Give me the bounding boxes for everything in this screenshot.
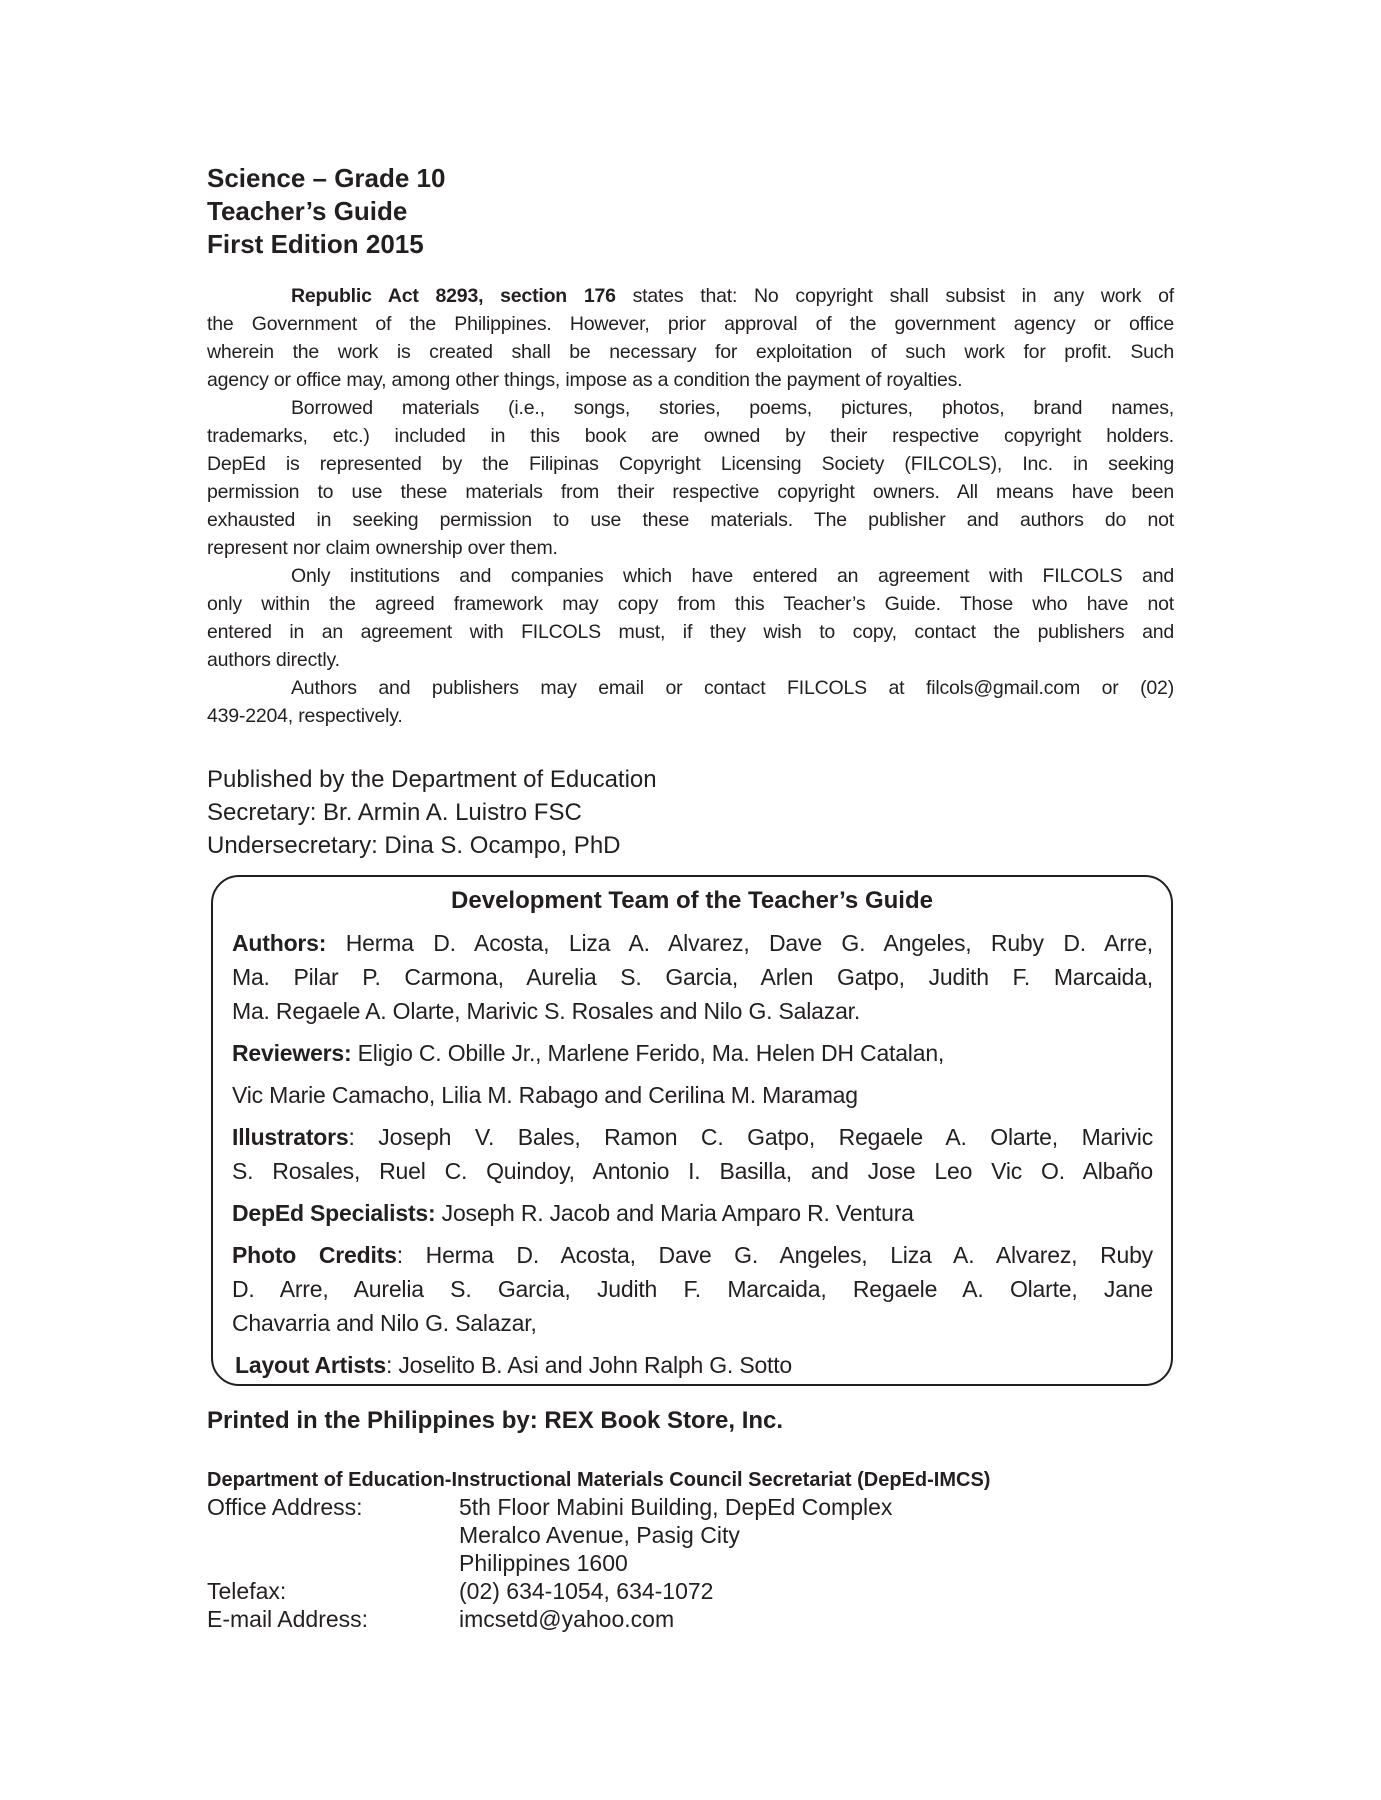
publisher-info bbox=[207, 763, 657, 862]
printer-info: Printed in the Philippines by: REX Book Store, Inc. bbox=[207, 1407, 784, 1434]
legal-line: represent nor claim ownership over them. bbox=[207, 537, 558, 559]
title-line: Teacher’s Guide bbox=[207, 196, 408, 226]
layout-artists-group: Layout Artists: Joselito B. Asi and John Ralph G. Sotto bbox=[235, 1352, 793, 1378]
legal-line: Republic Act 8293, section 176 states that: No copyright shall subsist in any work of bbox=[291, 285, 1174, 307]
reviewers-label: Reviewers: bbox=[232, 1040, 352, 1066]
legal-line: DepEd is represented by the Filipinas Copyright Licensing Society (FILCOLS), Inc. in seeking bbox=[207, 453, 1174, 475]
secretary-line: Secretary: Br. Armin A. Luistro FSC bbox=[207, 799, 582, 826]
illustrators-group: Illustrators: Joseph V. Bales, Ramon C. Gatpo, Regaele A. Olarte, Marivic S. Rosales, Ruel C. Quindoy, Antonio I. Basilla, and Jose Leo Vic O. Albaño bbox=[232, 1120, 1153, 1188]
document-title bbox=[207, 162, 445, 261]
telefax-value: (02) 634-1054, 634-1072 bbox=[459, 1578, 714, 1604]
authors-line: Ma. Regaele A. Olarte, Marivic S. Rosales and Nilo G. Salazar. bbox=[232, 998, 861, 1024]
photo-credits-label: Photo Credits bbox=[232, 1242, 397, 1268]
legal-line: entered in an agreement with FILCOLS must, if they wish to copy, contact the publishers and bbox=[207, 621, 1174, 643]
legal-line: wherein the work is created shall be necessary for exploitation of such work for profit. Such bbox=[207, 341, 1174, 363]
authors-line: Ma. Pilar P. Carmona, Aurelia S. Garcia, Arlen Gatpo, Judith F. Marcaida, bbox=[232, 964, 1153, 990]
photo-credits-line: Chavarria and Nilo G. Salazar, bbox=[232, 1310, 537, 1336]
development-team-box bbox=[211, 875, 1173, 1386]
office-line: Meralco Avenue, Pasig City bbox=[459, 1522, 740, 1548]
specialists-group: DepEd Specialists: Joseph R. Jacob and Maria Amparo R. Ventura bbox=[232, 1200, 914, 1226]
photo-credits-line: D. Arre, Aurelia S. Garcia, Judith F. Marcaida, Regaele A. Olarte, Jane bbox=[232, 1276, 1153, 1302]
legal-line: trademarks, etc.) included in this book are owned by their respective copyright holders. bbox=[207, 425, 1174, 447]
office-line: 5th Floor Mabini Building, DepEd Complex bbox=[459, 1494, 893, 1520]
republic-act-ref: Republic Act 8293, section 176 bbox=[291, 285, 616, 307]
illustrators-label: Illustrators bbox=[232, 1124, 349, 1150]
office-line: Philippines 1600 bbox=[459, 1550, 628, 1576]
office-label: Office Address: bbox=[207, 1494, 363, 1520]
team-title: Development Team of the Teacher’s Guide bbox=[451, 887, 933, 914]
email-label: E-mail Address: bbox=[207, 1606, 369, 1632]
specialists-label: DepEd Specialists: bbox=[232, 1200, 436, 1226]
legal-line: exhausted in seeking permission to use these materials. The publisher and authors do not bbox=[207, 509, 1174, 531]
legal-line: the Government of the Philippines. However, prior approval of the government agency or office bbox=[207, 313, 1174, 335]
reviewers-group: Reviewers: Eligio C. Obille Jr., Marlene Ferido, Ma. Helen DH Catalan, Vic Marie Camacho, Lilia M. Rabago and Cerilina M. Maramag bbox=[232, 1036, 1153, 1112]
legal-line: agency or office may, among other things, impose as a condition the payment of royalties. bbox=[207, 369, 963, 391]
legal-line: permission to use these materials from their respective copyright owners. All means have been bbox=[207, 481, 1174, 503]
imcs-address bbox=[207, 1467, 990, 1633]
reviewers-line: Vic Marie Camacho, Lilia M. Rabago and Cerilina M. Maramag bbox=[232, 1082, 858, 1108]
layout-artists-label: Layout Artists bbox=[235, 1352, 386, 1378]
title-line: First Edition 2015 bbox=[207, 229, 424, 259]
undersecretary-line: Undersecretary: Dina S. Ocampo, PhD bbox=[207, 832, 621, 859]
legal-line: Borrowed materials (i.e., songs, stories, poems, pictures, photos, brand names, bbox=[291, 397, 1174, 419]
telefax-label: Telefax: bbox=[207, 1578, 287, 1604]
legal-line: 439-2204, respectively. bbox=[207, 705, 403, 727]
photo-credits-group: Photo Credits: Herma D. Acosta, Dave G. Angeles, Liza A. Alvarez, Ruby D. Arre, Aurelia S. Garcia, Judith F. Marcaida, Regaele A. Olarte, Jane Chavarria and Nilo G. Salazar, bbox=[232, 1238, 1153, 1340]
legal-line: Only institutions and companies which have entered an agreement with FILCOLS and bbox=[291, 565, 1174, 587]
publisher-line: Published by the Department of Education bbox=[207, 766, 657, 793]
authors-label: Authors: bbox=[232, 930, 327, 956]
copyright-notice bbox=[207, 282, 1174, 730]
authors-group: Authors: Herma D. Acosta, Liza A. Alvarez, Dave G. Angeles, Ruby D. Arre, Ma. Pilar P. Carmona, Aurelia S. Garcia, Arlen Gatpo, Judith F. Marcaida, Ma. Regaele A. Olarte, Marivic S. Rosales and Nilo G. Salazar. bbox=[232, 926, 1153, 1028]
illustrators-line: S. Rosales, Ruel C. Quindoy, Antonio I. Basilla, and Jose Leo Vic O. Albaño bbox=[232, 1158, 1153, 1184]
email-value: imcsetd@yahoo.com bbox=[459, 1606, 675, 1632]
imcs-heading: Department of Education-Instructional Materials Council Secretariat (DepEd-IMCS) bbox=[207, 1469, 991, 1491]
legal-line: only within the agreed framework may copy from this Teacher’s Guide. Those who have not bbox=[207, 593, 1174, 615]
legal-line: Authors and publishers may email or contact FILCOLS at filcols@gmail.com or (02) bbox=[291, 677, 1174, 699]
title-line: Science – Grade 10 bbox=[207, 163, 446, 193]
legal-line: authors directly. bbox=[207, 649, 340, 671]
